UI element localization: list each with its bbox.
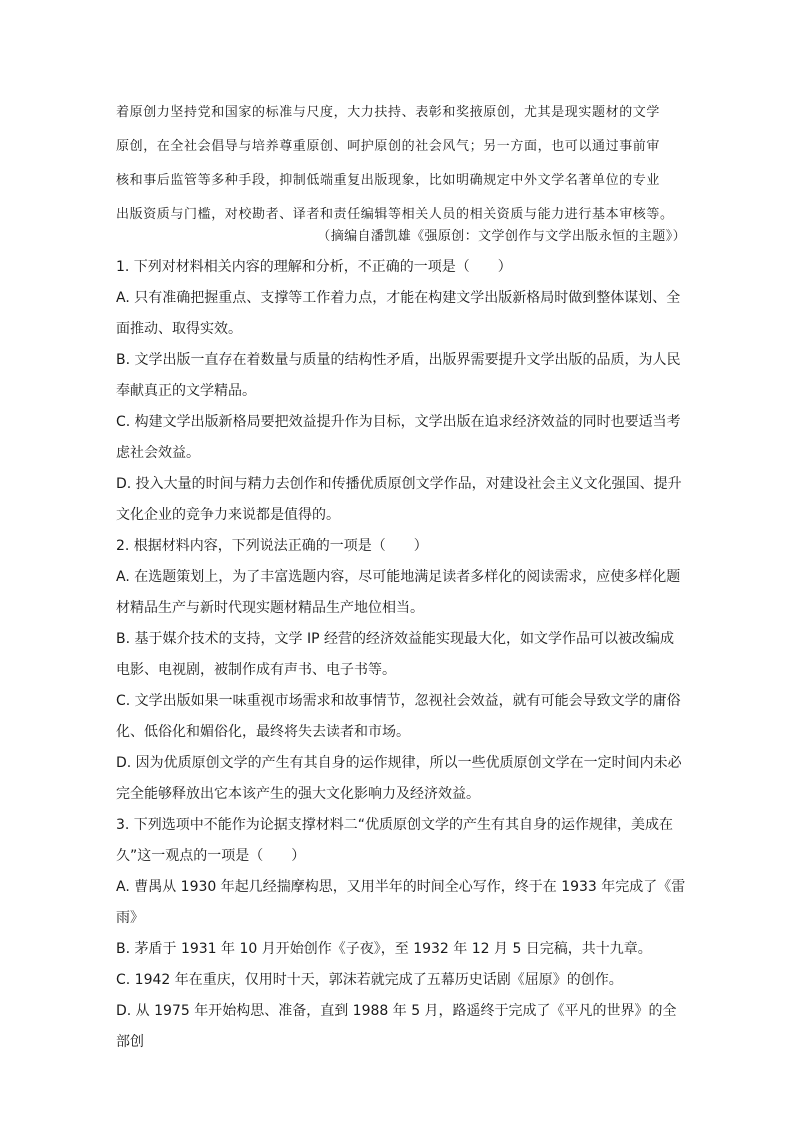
source-citation: （摘编自潘凯雄《强原创：文学创作与文学出版永恒的主题》） — [317, 229, 686, 244]
question-stem: 1. 下列对材料相关内容的理解和分析，不正确的一项是（ ） — [116, 259, 512, 275]
option-a: A. 曹禺从 1930 年起几经揣摩构思，又用半年的时间全心写作，终于在 1933 年完成了《雷雨》 — [116, 879, 686, 926]
passage-line: 原创，在全社会倡导与培养尊重原创、呵护原创的社会风气；另一方面，也可以通过事前审 — [116, 139, 661, 154]
option-a: A. 在选题策划上，为了丰富选题内容，尽可能地满足读者多样化的阅读需求，应使多样化题材精品生产与新时代现实题材精品生产地位相当。 — [116, 569, 681, 616]
passage-line: 着原创力坚持党和国家的标准与尺度，大力扶持、表彰和奖掖原创，尤其是现实题材的文学 — [116, 105, 661, 120]
option-b: B. 基于媒介技术的支持，文学 IP 经营的经济效益能实现最大化，如文学作品可以被改编成电影、电视剧，被制作成有声书、电子书等。 — [116, 631, 674, 678]
question-stem: 3. 下列选项中不能作为论据支撑材料二“优质原创文学的产生有其自身的运作规律，美成在久”这一观点的一项是（ ） — [116, 817, 674, 864]
question-2 — [116, 531, 686, 810]
option-c: C. 构建文学出版新格局要把效益提升作为目标，文学出版在追求经济效益的同时也要适当考虑社会效益。 — [116, 414, 681, 461]
option-b: B. 茅盾于 1931 年 10 月开始创作《子夜》，至 1932 年 12 月 5 日完稿，共十九章。 — [116, 941, 652, 957]
option-d: D. 从 1975 年开始构思、准备，直到 1988 年 5 月，路遥终于完成了《平凡的世界》的全部创 — [116, 1003, 677, 1050]
question-stem: 2. 根据材料内容，下列说法正确的一项是（ ） — [116, 538, 428, 554]
question-list — [116, 252, 686, 1058]
passage-line: 出版资质与门槛，对校勘者、译者和责任编辑等相关人员的相关资质与能力进行基本审核等。 — [116, 207, 674, 222]
option-c: C. 文学出版如果一味重视市场需求和故事情节，忽视社会效益，就有可能会导致文学的庸俗化、低俗化和媚俗化，最终将失去读者和市场。 — [116, 693, 681, 740]
question-1 — [116, 252, 686, 531]
option-d: D. 投入大量的时间与精力去创作和传播优质原创文学作品，对建设社会主义文化强国、提升文化企业的竞争力来说都是值得的。 — [116, 476, 682, 523]
question-3 — [116, 810, 686, 1058]
passage-excerpt — [116, 96, 686, 232]
option-d: D. 因为优质原创文学的产生有其自身的运作规律，所以一些优质原创文学在一定时间内未必完全能够释放出它本该产生的强大文化影响力及经济效益。 — [116, 755, 682, 802]
option-c: C. 1942 年在重庆，仅用时十天，郭沫若就完成了五幕历史话剧《屈原》的创作。 — [116, 972, 623, 988]
option-a: A. 只有准确把握重点、支撑等工作着力点，才能在构建文学出版新格局时做到整体谋划、全面推动、取得实效。 — [116, 290, 681, 337]
passage-line: 核和事后监管等多种手段，抑制低端重复出版现象，比如明确规定中外文学名著单位的专业 — [116, 173, 661, 188]
option-b: B. 文学出版一直存在着数量与质量的结构性矛盾，出版界需要提升文学出版的品质，为人民奉献真正的文学精品。 — [116, 352, 681, 399]
